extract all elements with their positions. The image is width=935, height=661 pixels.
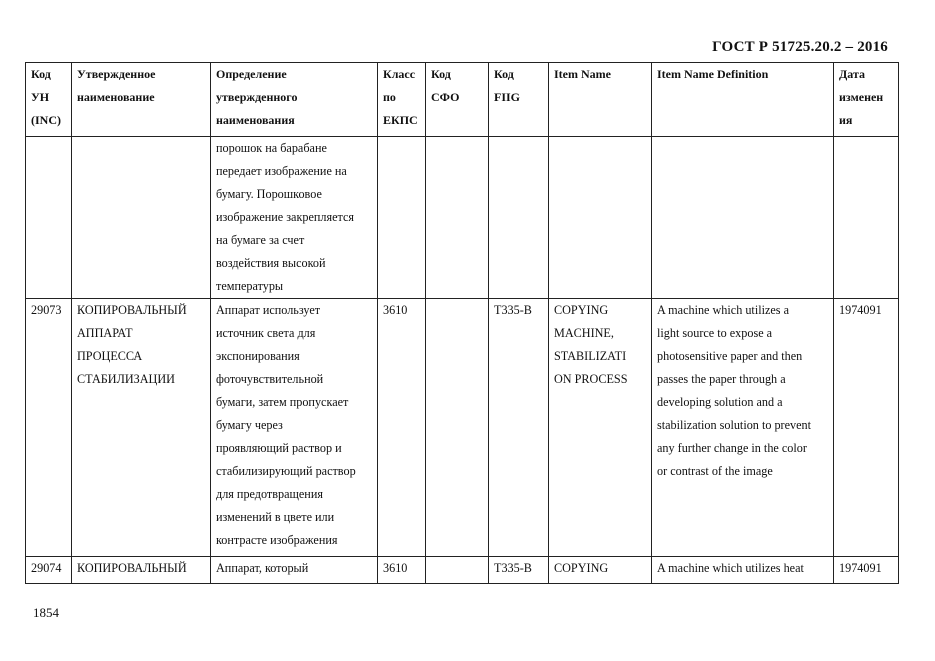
header-inc-code: Код УН (INC) — [26, 63, 72, 137]
cell-item-name: COPYING MACHINE, STABILIZATI ON PROCESS — [549, 299, 652, 557]
cell-code: 29073 — [26, 299, 72, 557]
header-item-name: Item Name — [549, 63, 652, 137]
page-number: 1854 — [33, 605, 59, 620]
table-row — [26, 557, 899, 584]
cell-fiig: T335-B — [489, 299, 549, 557]
cell-name: КОПИРОВАЛЬНЫЙ АППАРАТ ПРОЦЕССА СТАБИЛИЗАЦИИ — [72, 299, 211, 557]
items-table — [25, 62, 899, 584]
cell-item-name — [549, 137, 652, 299]
header-sfo-code: Код СФО — [426, 63, 489, 137]
cell-item-definition — [652, 137, 834, 299]
header-change-date: Дата изменен ия — [834, 63, 899, 137]
cell-definition: порошок на барабане передает изображение на бумагу. Порошковое изображение закрепляется на бумаге за счет воздействия высокой температуры — [211, 137, 378, 299]
header-fiig-code: Код FIIG — [489, 63, 549, 137]
cell-sfo — [426, 557, 489, 584]
header-definition: Определение утвержденного наименования — [211, 63, 378, 137]
cell-item-name: COPYING — [549, 557, 652, 584]
cell-item-definition: A machine which utilizes a light source to expose a photosensitive paper and then passes the paper through a developing solution and a stabilization solution to prevent any further change in the color or contrast of the image — [652, 299, 834, 557]
table-header-row — [26, 63, 899, 137]
cell-sfo — [426, 299, 489, 557]
cell-date: 1974091 — [834, 557, 899, 584]
table-row — [26, 299, 899, 557]
cell-class: 3610 — [378, 299, 426, 557]
header-ekps-class: Класс по ЕКПС — [378, 63, 426, 137]
cell-name: КОПИРОВАЛЬНЫЙ — [72, 557, 211, 584]
cell-code — [26, 137, 72, 299]
cell-date: 1974091 — [834, 299, 899, 557]
cell-code: 29074 — [26, 557, 72, 584]
table-row — [26, 137, 899, 299]
cell-item-definition: A machine which utilizes heat — [652, 557, 834, 584]
cell-date — [834, 137, 899, 299]
cell-name — [72, 137, 211, 299]
cell-sfo — [426, 137, 489, 299]
cell-fiig — [489, 137, 549, 299]
cell-definition: Аппарат, который — [211, 557, 378, 584]
cell-class — [378, 137, 426, 299]
header-approved-name: Утвержденное наименование — [72, 63, 211, 137]
cell-definition: Аппарат использует источник света для экспонирования фоточувствительной бумаги, затем пропускает бумагу через проявляющий раствор и стабилизирующий раствор для предотвращения изменений в цвете или контрасте изображения — [211, 299, 378, 557]
cell-fiig: T335-B — [489, 557, 549, 584]
cell-class: 3610 — [378, 557, 426, 584]
document-title: ГОСТ Р 51725.20.2 – 2016 — [712, 39, 888, 55]
header-item-name-definition: Item Name Definition — [652, 63, 834, 137]
